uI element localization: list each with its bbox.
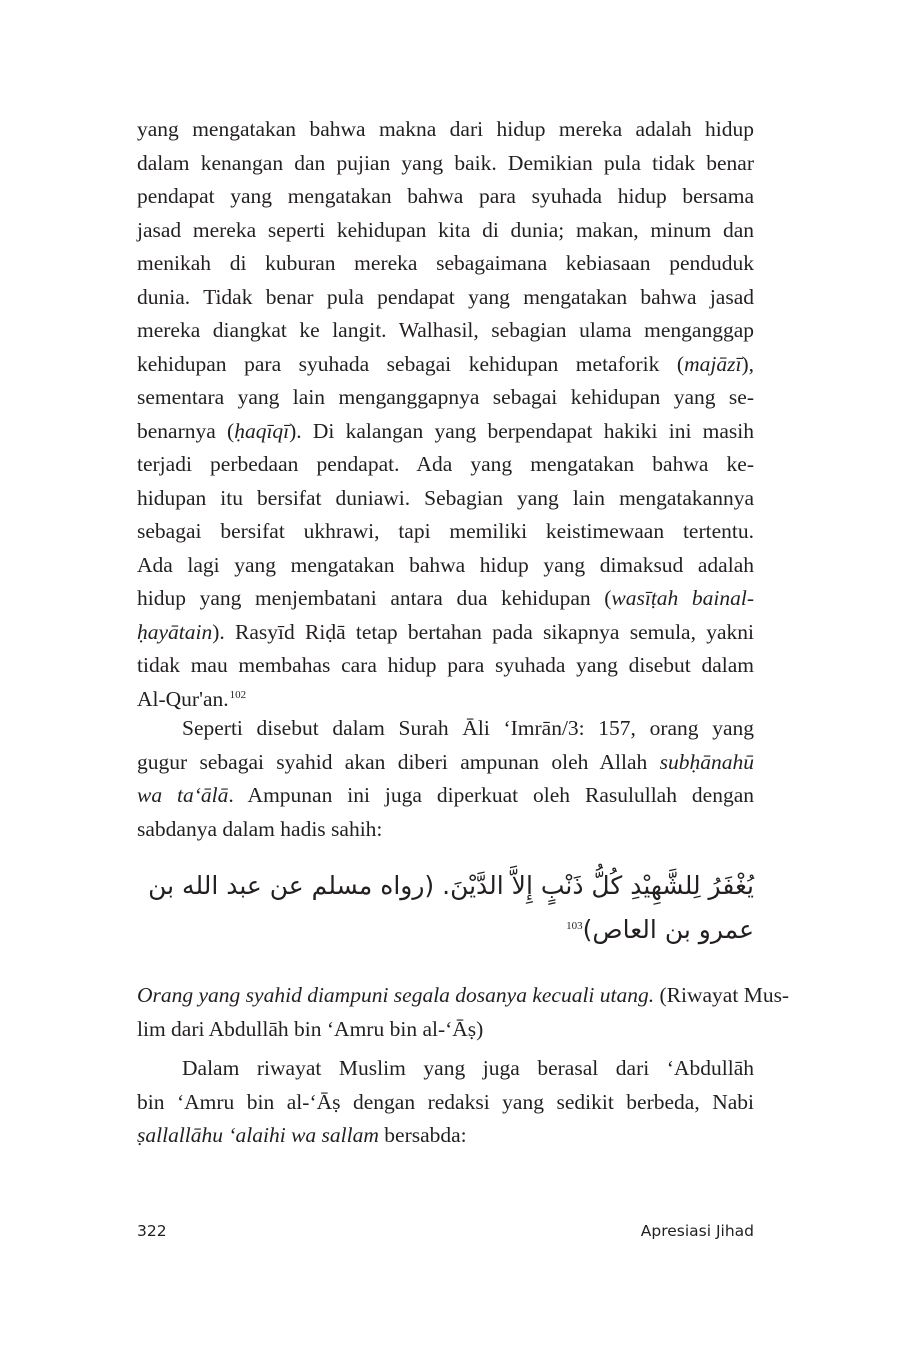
text-line: Ada lagi yang mengatakan bahwa hidup yang dimaksud adalah xyxy=(137,552,754,577)
text-line: pendapat yang mengatakan bahwa para syuhada hidup bersama xyxy=(137,184,754,208)
arabic-hadith xyxy=(137,864,754,952)
text-line: tidak mau membahas cara hidup para syuhada yang disebut dalam xyxy=(137,653,754,677)
text-line: Orang yang syahid diampuni segala dosanya kecuali utang. (Riwayat Mus- xyxy=(137,983,790,1007)
text-line: Seperti disebut dalam Surah Āli ‘Imrān/3: 157, orang yang xyxy=(182,716,754,740)
body-paragraph-2 xyxy=(137,712,754,846)
text-line: Al-Qur'an.$^{102}$ xyxy=(137,686,247,711)
text-line: ṣallallāhu ‘alaihi wa sallam bersabda: xyxy=(137,1123,467,1147)
text-line: sabdanya dalam hadis sahih: xyxy=(137,816,383,841)
text-line: wa ta‘ālā. Ampunan ini juga diperkuat oleh Rasulullah dengan xyxy=(137,783,755,807)
text-line: benarnya (ḥaqīqī). Di kalangan yang berpendapat hakiki ini masih xyxy=(137,418,755,443)
text-line: terjadi perbedaan pendapat. Ada yang mengatakan bahwa ke- xyxy=(137,452,754,476)
text-line: hidup yang menjembatani antara dua kehidupan (wasīṭah bainal- xyxy=(137,586,754,610)
text-line: dalam kenangan dan pujian yang baik. Demikian pula tidak benar xyxy=(137,150,754,175)
book-title: Apresiasi Jihad xyxy=(640,1222,754,1240)
text-line: Dalam riwayat Muslim yang juga berasal dari ‘Abdullāh xyxy=(182,1056,754,1080)
footnote-ref-103[interactable]: 103 xyxy=(566,920,583,932)
text-line: ḥayātain). Rasyīd Riḍā tetap bertahan pada sikapnya semula, yakni xyxy=(137,619,754,644)
text-line: sementara yang lain menganggapnya sebagai kehidupan yang se- xyxy=(137,385,754,409)
body-paragraph-3 xyxy=(137,1052,754,1153)
text-line: menikah di kuburan mereka sebagaimana kebiasaan penduduk xyxy=(137,251,754,275)
text-line: hidupan itu bersifat duniawi. Sebagian yang lain mengatakannya xyxy=(137,485,754,510)
text-line: gugur sebagai syahid akan diberi ampunan oleh Allah subḥānahū xyxy=(137,749,754,774)
text-line: sebagai bersifat ukhrawi, tapi memiliki keistimewaan tertentu. xyxy=(137,519,754,543)
page-number: 322 xyxy=(137,1222,167,1240)
text-line: jasad mereka seperti kehidupan kita di dunia; makan, minum dan xyxy=(137,217,754,242)
text-line: lim dari Abdullāh bin ‘Amru bin al-‘Āṣ) xyxy=(137,1016,484,1041)
text-line: mereka diangkat ke langit. Walhasil, sebagian ulama menganggap xyxy=(137,318,754,342)
text-line: yang mengatakan bahwa makna dari hidup mereka adalah hidup xyxy=(137,117,754,141)
arabic-hadith-text: يُغْفَرُ لِلشَّهِيْدِ كُلُّ ذَنْبٍ إِلاَّ الدَّيْنَ. (رواه مسلم عن عبد الله بن عمرو بن العاص) xyxy=(148,871,754,944)
text-line: kehidupan para syuhada sebagai kehidupan metaforik (majāzī), xyxy=(137,351,754,376)
text-line: bin ‘Amru bin al-‘Āṣ dengan redaksi yang sedikit berbeda, Nabi xyxy=(137,1089,754,1114)
footnote-ref-102[interactable]: 102 xyxy=(229,688,247,701)
text-line: dunia. Tidak benar pula pendapat yang mengatakan bahwa jasad xyxy=(137,284,754,309)
hadith-translation xyxy=(137,979,790,1046)
body-paragraph-1 xyxy=(137,113,754,716)
